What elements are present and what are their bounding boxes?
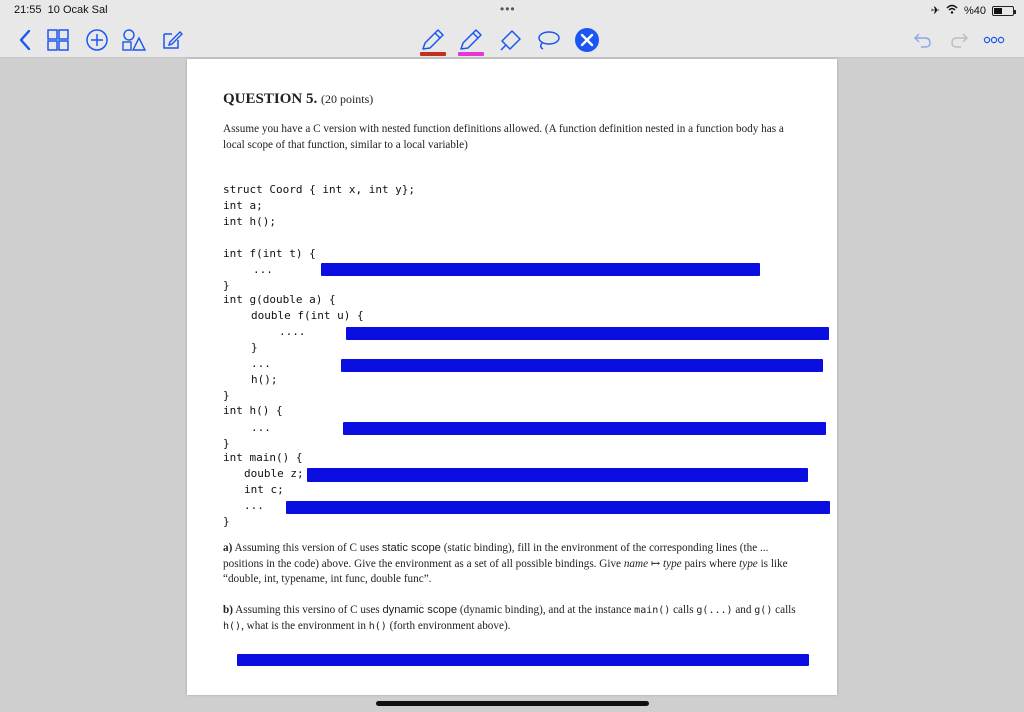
code-line: ...: [244, 499, 264, 512]
pen-magenta-tool[interactable]: [456, 26, 486, 54]
pen-magenta-color: [458, 52, 484, 56]
code-line: int c;: [244, 483, 284, 496]
more-icon[interactable]: [980, 26, 1008, 54]
code-line: ....: [279, 325, 306, 338]
question-intro: Assume you have a C version with nested function definitions allowed. (A function definition nested in a function body has a local scope of that function, similar to a local variable): [223, 123, 784, 151]
status-bar: [0, 0, 1024, 22]
question-part-b: b) Assuming this versino of C uses dynamic scope (dynamic binding), and at the instance main() calls g(...) and g() calls h(), what is the environment in h() (forth environment above).: [223, 604, 796, 632]
add-circle-icon[interactable]: [83, 26, 111, 54]
code-line: }: [223, 437, 230, 450]
code-line: ...: [251, 357, 271, 370]
back-chevron-icon[interactable]: [14, 26, 36, 54]
grid-view-icon[interactable]: [44, 26, 72, 54]
shapes-icon[interactable]: [120, 26, 148, 54]
redaction-bar: [343, 422, 826, 435]
lasso-icon[interactable]: [534, 26, 562, 54]
pen-red-tool[interactable]: [418, 26, 448, 54]
code-line: int f(int t) {: [223, 247, 316, 260]
code-line: int main() {: [223, 451, 303, 464]
toolbar: [0, 22, 1024, 58]
battery-percent: %40: [963, 4, 986, 17]
redaction-bar: [307, 468, 808, 482]
code-line: }: [223, 389, 230, 402]
redaction-bar: [346, 327, 829, 340]
code-line: h();: [251, 373, 278, 386]
code-line: int g(double a) {: [223, 293, 336, 306]
redaction-bar: [237, 654, 809, 666]
code-line: double z;: [244, 467, 304, 480]
status-right: [931, 4, 1014, 17]
pen-red-color: [420, 52, 446, 56]
document-page[interactable]: [187, 59, 837, 695]
redaction-bar: [321, 263, 760, 276]
code-line: ...: [253, 263, 273, 276]
code-line: int h() {: [223, 404, 283, 417]
question-title: QUESTION 5. (20 points): [223, 91, 374, 107]
code-line: }: [223, 279, 230, 292]
redaction-bar: [341, 359, 823, 372]
code-line: double f(int u) {: [251, 309, 364, 322]
compose-icon[interactable]: [158, 26, 186, 54]
multitask-dots-icon[interactable]: •••: [500, 2, 516, 16]
question-part-a: a) Assuming this version of C uses static scope (static binding), fill in the environment of the corresponding lines (the ... positions in the code) above. Give the environment as a set of all possible bindings. Give name ↦ type pairs where type is like “double, int, typename, int func, double func”.: [223, 542, 788, 585]
code-line: struct Coord { int x, int y};: [223, 183, 416, 196]
home-indicator[interactable]: [376, 701, 649, 706]
code-line: int h();: [223, 215, 276, 228]
code-line: int a;: [223, 199, 263, 212]
code-line: }: [251, 341, 258, 354]
eraser-icon[interactable]: [496, 26, 524, 54]
close-tools-icon[interactable]: [572, 26, 602, 54]
code-line: }: [223, 515, 230, 528]
code-line: ...: [251, 421, 271, 434]
battery-icon: [992, 6, 1014, 16]
wifi-icon: [946, 4, 958, 17]
redo-icon[interactable]: [946, 26, 972, 54]
redaction-bar: [286, 501, 830, 514]
airplane-icon: ✈: [930, 5, 940, 17]
undo-icon[interactable]: [910, 26, 936, 54]
status-time: 21:55 10 Ocak Sal: [14, 4, 108, 16]
